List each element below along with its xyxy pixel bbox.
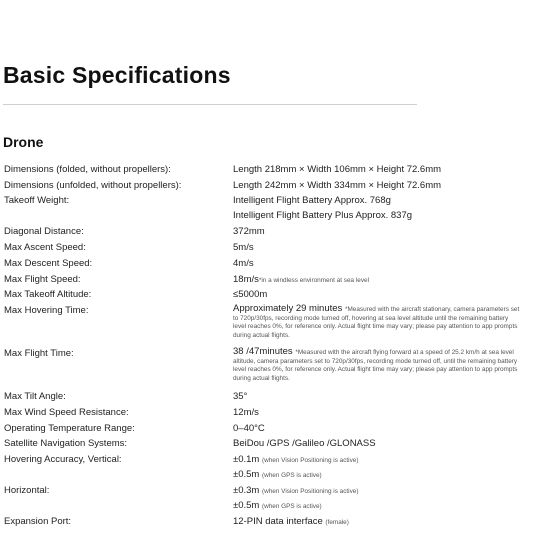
spec-value-text: 18m/s — [233, 274, 259, 285]
spec-value — [233, 469, 523, 482]
spec-note: (when Vision Positioning is active) — [261, 488, 359, 495]
spec-value — [233, 258, 523, 270]
spec-value-text: 5m/s — [233, 242, 254, 253]
spec-value-text: Length 218mm × Width 106mm × Height 72.6mm — [233, 164, 442, 175]
spec-label: Max Descent Speed: — [4, 258, 93, 269]
spec-label: Max Takeoff Altitude: — [4, 289, 92, 300]
spec-label: Dimensions (folded, without propellers): — [4, 164, 171, 175]
spec-label: Horizontal: — [4, 485, 50, 496]
spec-value-text: ±0.5m — [233, 469, 260, 480]
spec-value — [233, 180, 523, 192]
spec-value-text: ±0.5m — [233, 500, 260, 511]
section-title-drone: Drone — [3, 134, 44, 150]
spec-value-text: 38 /47minutes — [233, 346, 293, 357]
spec-label: Operating Temperature Range: — [4, 423, 135, 434]
spec-note: (when Vision Positioning is active) — [261, 457, 359, 464]
spec-value — [233, 164, 523, 176]
spec-note: *Measured with the aircraft flying forward at a speed of 25.2 km/h at sea level altitude, camera parameters set to 720p/30fps, recording mode turned off, until the remaining battery level reaches 0%, for reference only. Actual flight time may vary; please pay attention to app prompts during actual flights. — [233, 349, 518, 382]
spec-note: (when GPS is active) — [261, 503, 322, 510]
spec-value-text: ±0.1m — [233, 454, 260, 465]
spec-value — [233, 242, 523, 254]
spec-note: (female) — [325, 519, 349, 526]
spec-value-text: 35° — [233, 391, 248, 402]
spec-value — [233, 500, 523, 513]
spec-note: *Measured with the aircraft stationary, camera parameters set to 720p/30fps, recording mode turned off, hovering at sea level altitude until the remaining battery level reaches 0%, for reference only. Actual flight time may vary; please pay attention to app prompts during actual flights. — [233, 306, 520, 339]
spec-value — [233, 391, 523, 403]
spec-value-text: ≤5000m — [233, 289, 268, 300]
spec-label: Max Tilt Angle: — [4, 391, 66, 402]
spec-label: Expansion Port: — [4, 516, 72, 527]
spec-label: Satellite Navigation Systems: — [4, 438, 128, 449]
spec-value-text: 12m/s — [233, 407, 259, 418]
spec-note: *in a windless environment at sea level — [258, 277, 369, 284]
spec-value-text: 12-PIN data interface — [233, 516, 323, 527]
spec-value-text: Intelligent Flight Battery Approx. 768g — [233, 195, 391, 206]
spec-value-text: 0–40°C — [233, 423, 265, 434]
spec-value — [233, 407, 523, 419]
spec-value — [233, 274, 523, 287]
spec-value-text: Length 242mm × Width 334mm × Height 72.6mm — [233, 180, 442, 191]
spec-label: Max Wind Speed Resistance: — [4, 407, 129, 418]
spec-value — [233, 210, 523, 222]
spec-label: Max Flight Speed: — [4, 274, 81, 285]
spec-value — [233, 289, 523, 301]
spec-value — [233, 305, 523, 339]
spec-value — [233, 454, 523, 467]
spec-value — [233, 226, 523, 238]
spec-label: Max Ascent Speed: — [4, 242, 86, 253]
spec-value — [233, 438, 523, 450]
title-divider — [3, 104, 417, 105]
page-title: Basic Specifications — [3, 62, 231, 88]
spec-label: Max Hovering Time: — [4, 305, 89, 316]
spec-note: (when GPS is active) — [261, 472, 322, 479]
spec-value — [233, 423, 523, 435]
spec-value — [233, 516, 523, 529]
spec-value-text: BeiDou /GPS /Galileo /GLONASS — [233, 438, 376, 449]
spec-value-text: 4m/s — [233, 258, 254, 269]
spec-value — [233, 195, 523, 207]
spec-value-text: ±0.3m — [233, 485, 260, 496]
spec-label: Dimensions (unfolded, without propellers): — [4, 180, 182, 191]
spec-value-text: Approximately 29 minutes — [233, 303, 343, 314]
spec-label: Max Flight Time: — [4, 348, 74, 359]
spec-label: Takeoff Weight: — [4, 195, 70, 206]
spec-label: Hovering Accuracy, Vertical: — [4, 454, 122, 465]
spec-value — [233, 485, 523, 498]
spec-label: Diagonal Distance: — [4, 226, 84, 237]
spec-value — [233, 348, 523, 382]
spec-value-text: 372mm — [233, 226, 265, 237]
spec-value-text: Intelligent Flight Battery Plus Approx. 837g — [233, 210, 413, 221]
